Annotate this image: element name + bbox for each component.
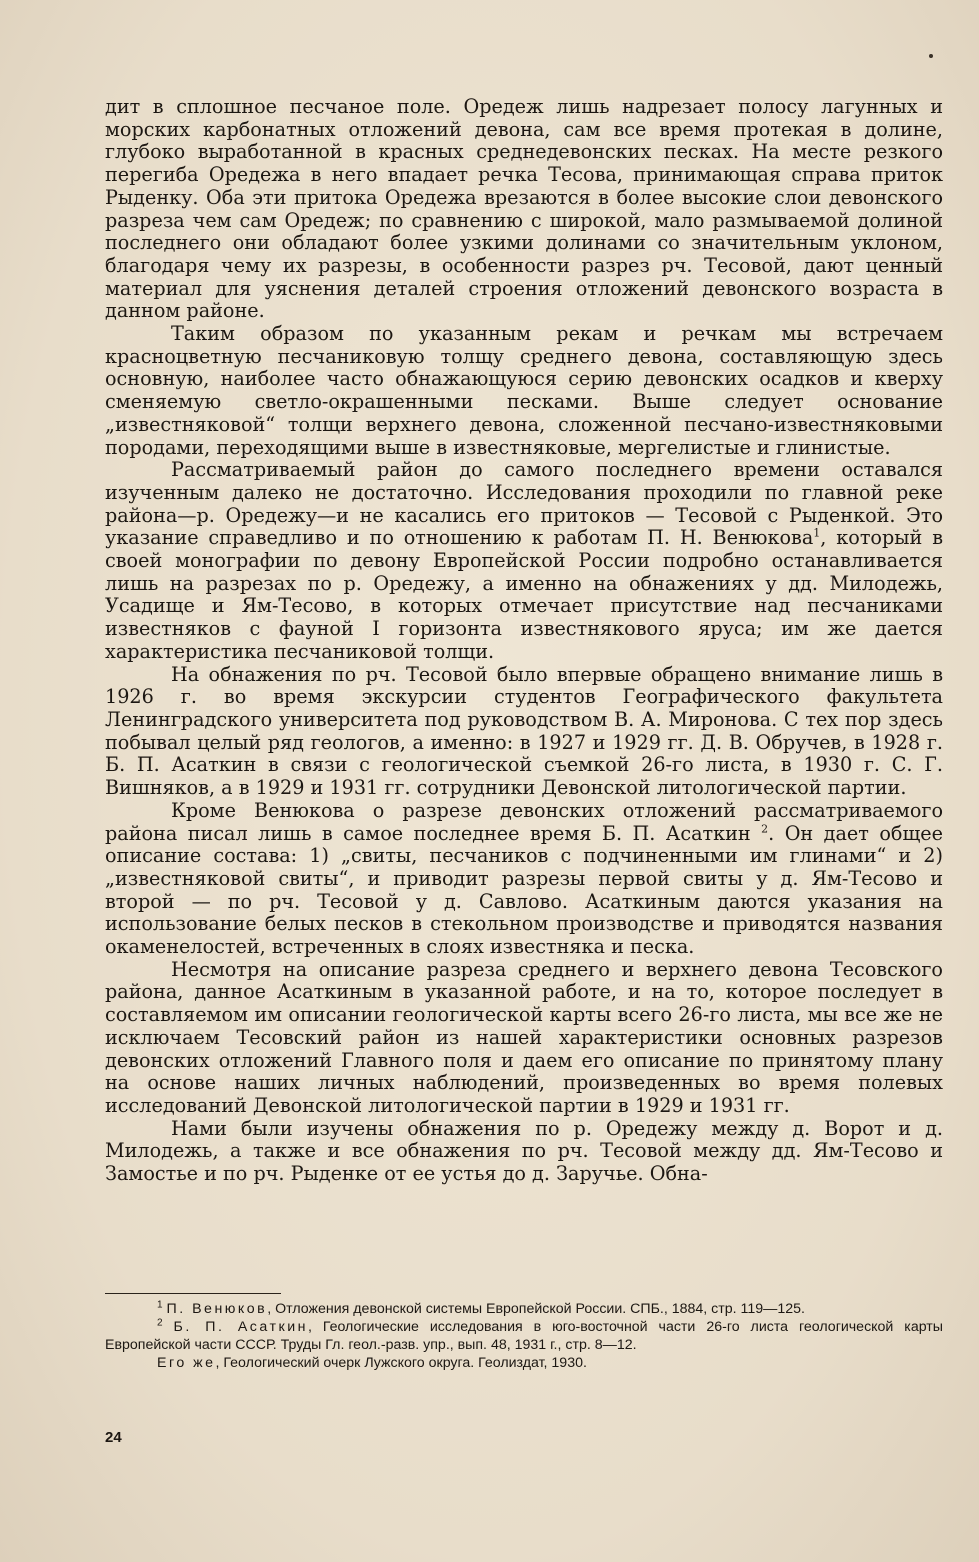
main-text <box>105 96 943 1186</box>
footnote-1-mark: 1 <box>157 1299 163 1311</box>
paragraph-3 <box>105 459 943 663</box>
footnote-2-mark: 2 <box>157 1317 163 1329</box>
footnote-divider <box>105 1293 281 1294</box>
footnote-ref-1[interactable]: 1 <box>813 526 821 540</box>
ink-speck <box>929 54 933 58</box>
footnote-3 <box>105 1354 943 1372</box>
footnote-1-author: П. Венюков <box>166 1301 268 1317</box>
footnote-3-author: Его же <box>157 1355 216 1371</box>
paragraph-2: Таким образом по указанным рекам и речкам мы встречаем красноцветную песчаниковую толщу среднего девона, составляющую здесь основную, наиболее часто обнажающуюся серию девонских осадков и кверху сменяемую светло-окрашенными песками. Выше следует основание „известняковой“ толщи верхнего девона, сложенной песчано-известняковыми породами, переходящими выше в известняковые, мергелистые и глинистые. <box>105 322 943 459</box>
paragraph-7: Нами были изучены обнажения по р. Оредежу между д. Ворот и д. Милодежь, а также и все обнажения по рч. Тесовой между дд. Ям-Тесово и Замостье и по рч. Рыденке от ее устья до д. Заручье. Обна- <box>105 1116 943 1186</box>
paragraph-5-end: . Он дает общее описание состава: 1) „свиты, песчаников с подчиненными им глинами“ и 2) „известняковой свиты“, и приводит разрезы первой свиты у д. Ям-Тесово и второй — по рч. Тесовой у д. Савлово. Асаткиным даются указания на использование белых песков в стекольном производстве и приводятся названия окаменелостей, встреченных в слоях известняка и песка. <box>105 821 943 959</box>
footnote-1-text: , Отложения девонской системы Европейской России. СПБ., 1884, стр. 119—125. <box>267 1301 805 1317</box>
paragraph-5 <box>105 800 943 959</box>
paragraph-4: На обнажения по рч. Тесовой было впервые обращено внимание лишь в 1926 г. во время экскурсии студентов Географического факультета Ленинградского университета под руководством В. А. Миронова. С тех пор здесь побывал целый ряд геологов, а именно: в 1927 и 1929 гг. Д. В. Обручев, в 1928 г. Б. П. Асаткин в связи с геологической съемкой 26-го листа, в 1930 г. С. Г. Вишняков, а в 1929 и 1931 гг. сотрудники Девонской литологической партии. <box>105 662 943 800</box>
paragraph-3-start: Рассматриваемый район до самого последнего времени оставался изученным далеко не достаточно. Исследования проходили по главной реке района—р. Оредежу—и не касались его притоков — Тесовой с Рыденкой. Это указание справедливо и по отношению к работам П. Н. Венюкова <box>105 458 943 550</box>
page-number: 24 <box>105 1429 122 1446</box>
paragraph-5-start: Кроме Венюкова о разрезе девонских отложений рассматриваемого района писал лишь в самое последнее время Б. П. Асаткин <box>105 798 943 845</box>
footnote-2-author: Б. П. Асаткин <box>173 1319 308 1335</box>
footnote-ref-2[interactable]: 2 <box>761 822 769 836</box>
paragraph-3-end: , который в своей монографии по девону Европейской России подробно останавливается лишь на разрезах по р. Оредежу, а именно на обнажениях у дд. Милодежь, Усадище и Ям-Тесово, в которых отмечает присутствие над песчаниками известняков с фауной I горизонта известнякового яруса; им же дается характеристика песчаниковой толщи. <box>105 526 943 663</box>
footnote-1 <box>105 1300 943 1318</box>
footnotes <box>105 1300 943 1372</box>
paragraph-1: дит в сплошное песчаное поле. Оредеж лишь надрезает полосу лагунных и морских карбонатных отложений девона, сам все время протекая в долине, глубоко выработанной в красных среднедевонских песках. На месте резкого перегиба Оредежа в него впадает речка Тесова, принимающая справа приток Рыденку. Оба эти притока Оредежа врезаются в более высокие слои девонского разреза чем сам Оредеж; по сравнению с широкой, мало размываемой долиной последнего они обладают более узкими долинами со значительным уклоном, благодаря чему их разрезы, в особенности разрез рч. Тесовой, дают ценный материал для уяснения деталей строения отложений девонского возраста в данном районе. <box>105 95 943 323</box>
footnote-2-text: , Геологические исследования в юго-восточной части 26-го листа геологической карты Европейской части СССР. Труды Гл. геол.-разв. упр., вып. 48, 1931 г., стр. 8—12. <box>105 1319 943 1353</box>
paragraph-6: Несмотря на описание разреза среднего и верхнего девона Тесовского района, данное Асаткиным в указанной работе, и на то, которое последует в составляемом им описании геологической карты всего 26-го листа, мы все же не исключаем Тесовский район из нашей характеристики основных разрезов девонских отложений Главного поля и даем его описание по принятому плану на основе наших личных наблюдений, произведенных во время полевых исследований Девонской литологической партии в 1929 и 1931 гг. <box>105 957 943 1117</box>
footnote-2 <box>105 1318 943 1354</box>
footnote-3-text: , Геологический очерк Лужского округа. Геолиздат, 1930. <box>215 1355 587 1371</box>
